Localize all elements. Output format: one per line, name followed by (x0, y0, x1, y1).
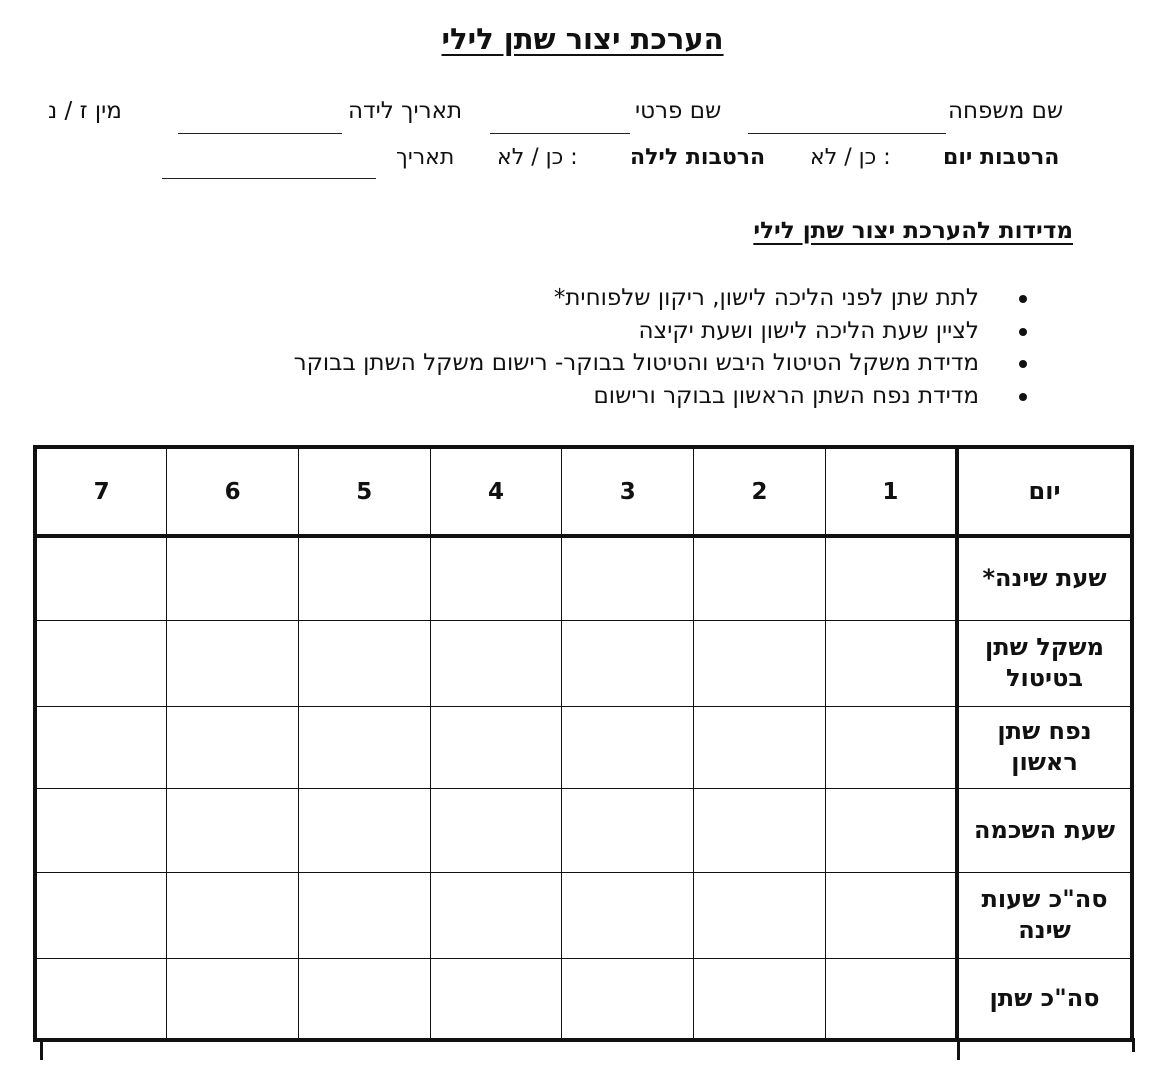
table-row (35, 872, 1132, 958)
table-cell[interactable] (35, 958, 167, 1040)
table-cell[interactable] (298, 620, 430, 706)
table-cell[interactable] (35, 620, 167, 706)
table-continuation-line (40, 1038, 1134, 1040)
table-continuation-edge (1132, 1038, 1135, 1052)
table-cell[interactable] (167, 706, 299, 788)
table-cell[interactable] (825, 872, 957, 958)
table-cell[interactable] (298, 872, 430, 958)
day-wetting-options[interactable]: : כן / לא (810, 145, 891, 170)
table-cell[interactable] (35, 536, 167, 620)
birth-date-label: תאריך לידה (348, 98, 463, 124)
day-header: יום (957, 447, 1132, 536)
table-cell[interactable] (562, 536, 694, 620)
table-cell[interactable] (562, 872, 694, 958)
row-label-wake-time: שעת השכמה (957, 788, 1132, 872)
table-cell[interactable] (298, 706, 430, 788)
row-label-first-urine-volume: נפח שתן ראשון (957, 706, 1132, 788)
list-item: מדידת משקל הטיטול היבש והטיטול בבוקר- רישום משקל השתן בבוקר (294, 347, 1027, 380)
table-cell[interactable] (430, 706, 562, 788)
table-cell[interactable] (430, 536, 562, 620)
table-cell[interactable] (694, 536, 826, 620)
list-item: לציין שעת הליכה לישון ושעת יקיצה (294, 315, 1027, 348)
table-cell[interactable] (35, 788, 167, 872)
day-column-header: 5 (298, 447, 430, 536)
table-cell[interactable] (825, 958, 957, 1040)
form-title: הערכת יצור שתן לילי (441, 22, 724, 56)
night-wetting-options[interactable]: : כן / לא (497, 145, 578, 170)
table-cell[interactable] (694, 958, 826, 1040)
table-continuation-edge (957, 1038, 960, 1060)
row-label-diaper-urine-weight: משקל שתן בטיטול (957, 620, 1132, 706)
family-name-label: שם משפחה (948, 98, 1064, 124)
table-cell[interactable] (35, 872, 167, 958)
table-cell[interactable] (430, 872, 562, 958)
table-header-row (35, 447, 1132, 536)
date-label: תאריך (396, 145, 455, 170)
table-cell[interactable] (562, 706, 694, 788)
day-column-header: 3 (562, 447, 694, 536)
table-cell[interactable] (430, 788, 562, 872)
night-wetting-label: הרטבות לילה (630, 145, 766, 170)
row-label-total-sleep-hours: סה"כ שעות שינה (957, 872, 1132, 958)
table-cell[interactable] (167, 620, 299, 706)
day-wetting-label: הרטבות יום (943, 145, 1060, 170)
row-label-total-urine: סה"כ שתן (957, 958, 1132, 1040)
instructions-list (294, 282, 1027, 412)
list-item: לתת שתן לפני הליכה לישון, ריקון שלפוחית* (294, 282, 1027, 315)
table-cell[interactable] (167, 872, 299, 958)
table-cell[interactable] (694, 788, 826, 872)
day-column-header: 6 (167, 447, 299, 536)
table-cell[interactable] (298, 536, 430, 620)
day-column-header: 4 (430, 447, 562, 536)
first-name-label: שם פרטי (635, 98, 722, 124)
table-cell[interactable] (562, 958, 694, 1040)
table-cell[interactable] (825, 536, 957, 620)
table-cell[interactable] (35, 706, 167, 788)
table-cell[interactable] (167, 788, 299, 872)
table-cell[interactable] (694, 872, 826, 958)
table-cell[interactable] (694, 706, 826, 788)
day-column-header: 1 (825, 447, 957, 536)
table-cell[interactable] (825, 788, 957, 872)
birth-date-blank[interactable] (178, 114, 342, 140)
list-item: מדידת נפח השתן הראשון בבוקר ורישום (294, 380, 1027, 413)
table-row (35, 788, 1132, 872)
table-cell[interactable] (825, 706, 957, 788)
table-row (35, 536, 1132, 620)
sex-field-label: מין ז / נ (48, 98, 122, 124)
row-label-sleep-time: שעת שינה* (957, 536, 1132, 620)
table-cell[interactable] (562, 788, 694, 872)
day-column-header: 2 (694, 447, 826, 536)
table-row (35, 620, 1132, 706)
table-row (35, 958, 1132, 1040)
table-cell[interactable] (694, 620, 826, 706)
family-name-blank[interactable] (748, 114, 946, 140)
date-blank[interactable] (162, 160, 376, 185)
table-cell[interactable] (298, 958, 430, 1040)
table-row (35, 706, 1132, 788)
table-cell[interactable] (167, 958, 299, 1040)
instructions-heading: מדידות להערכת יצור שתן לילי (753, 218, 1073, 244)
day-column-header: 7 (35, 447, 167, 536)
table-cell[interactable] (562, 620, 694, 706)
table-cell[interactable] (430, 958, 562, 1040)
table-continuation-edge (40, 1038, 43, 1060)
table-cell[interactable] (430, 620, 562, 706)
table-cell[interactable] (298, 788, 430, 872)
table-cell[interactable] (167, 536, 299, 620)
measurement-table (33, 445, 1134, 1042)
table-cell[interactable] (825, 620, 957, 706)
first-name-blank[interactable] (490, 114, 630, 140)
